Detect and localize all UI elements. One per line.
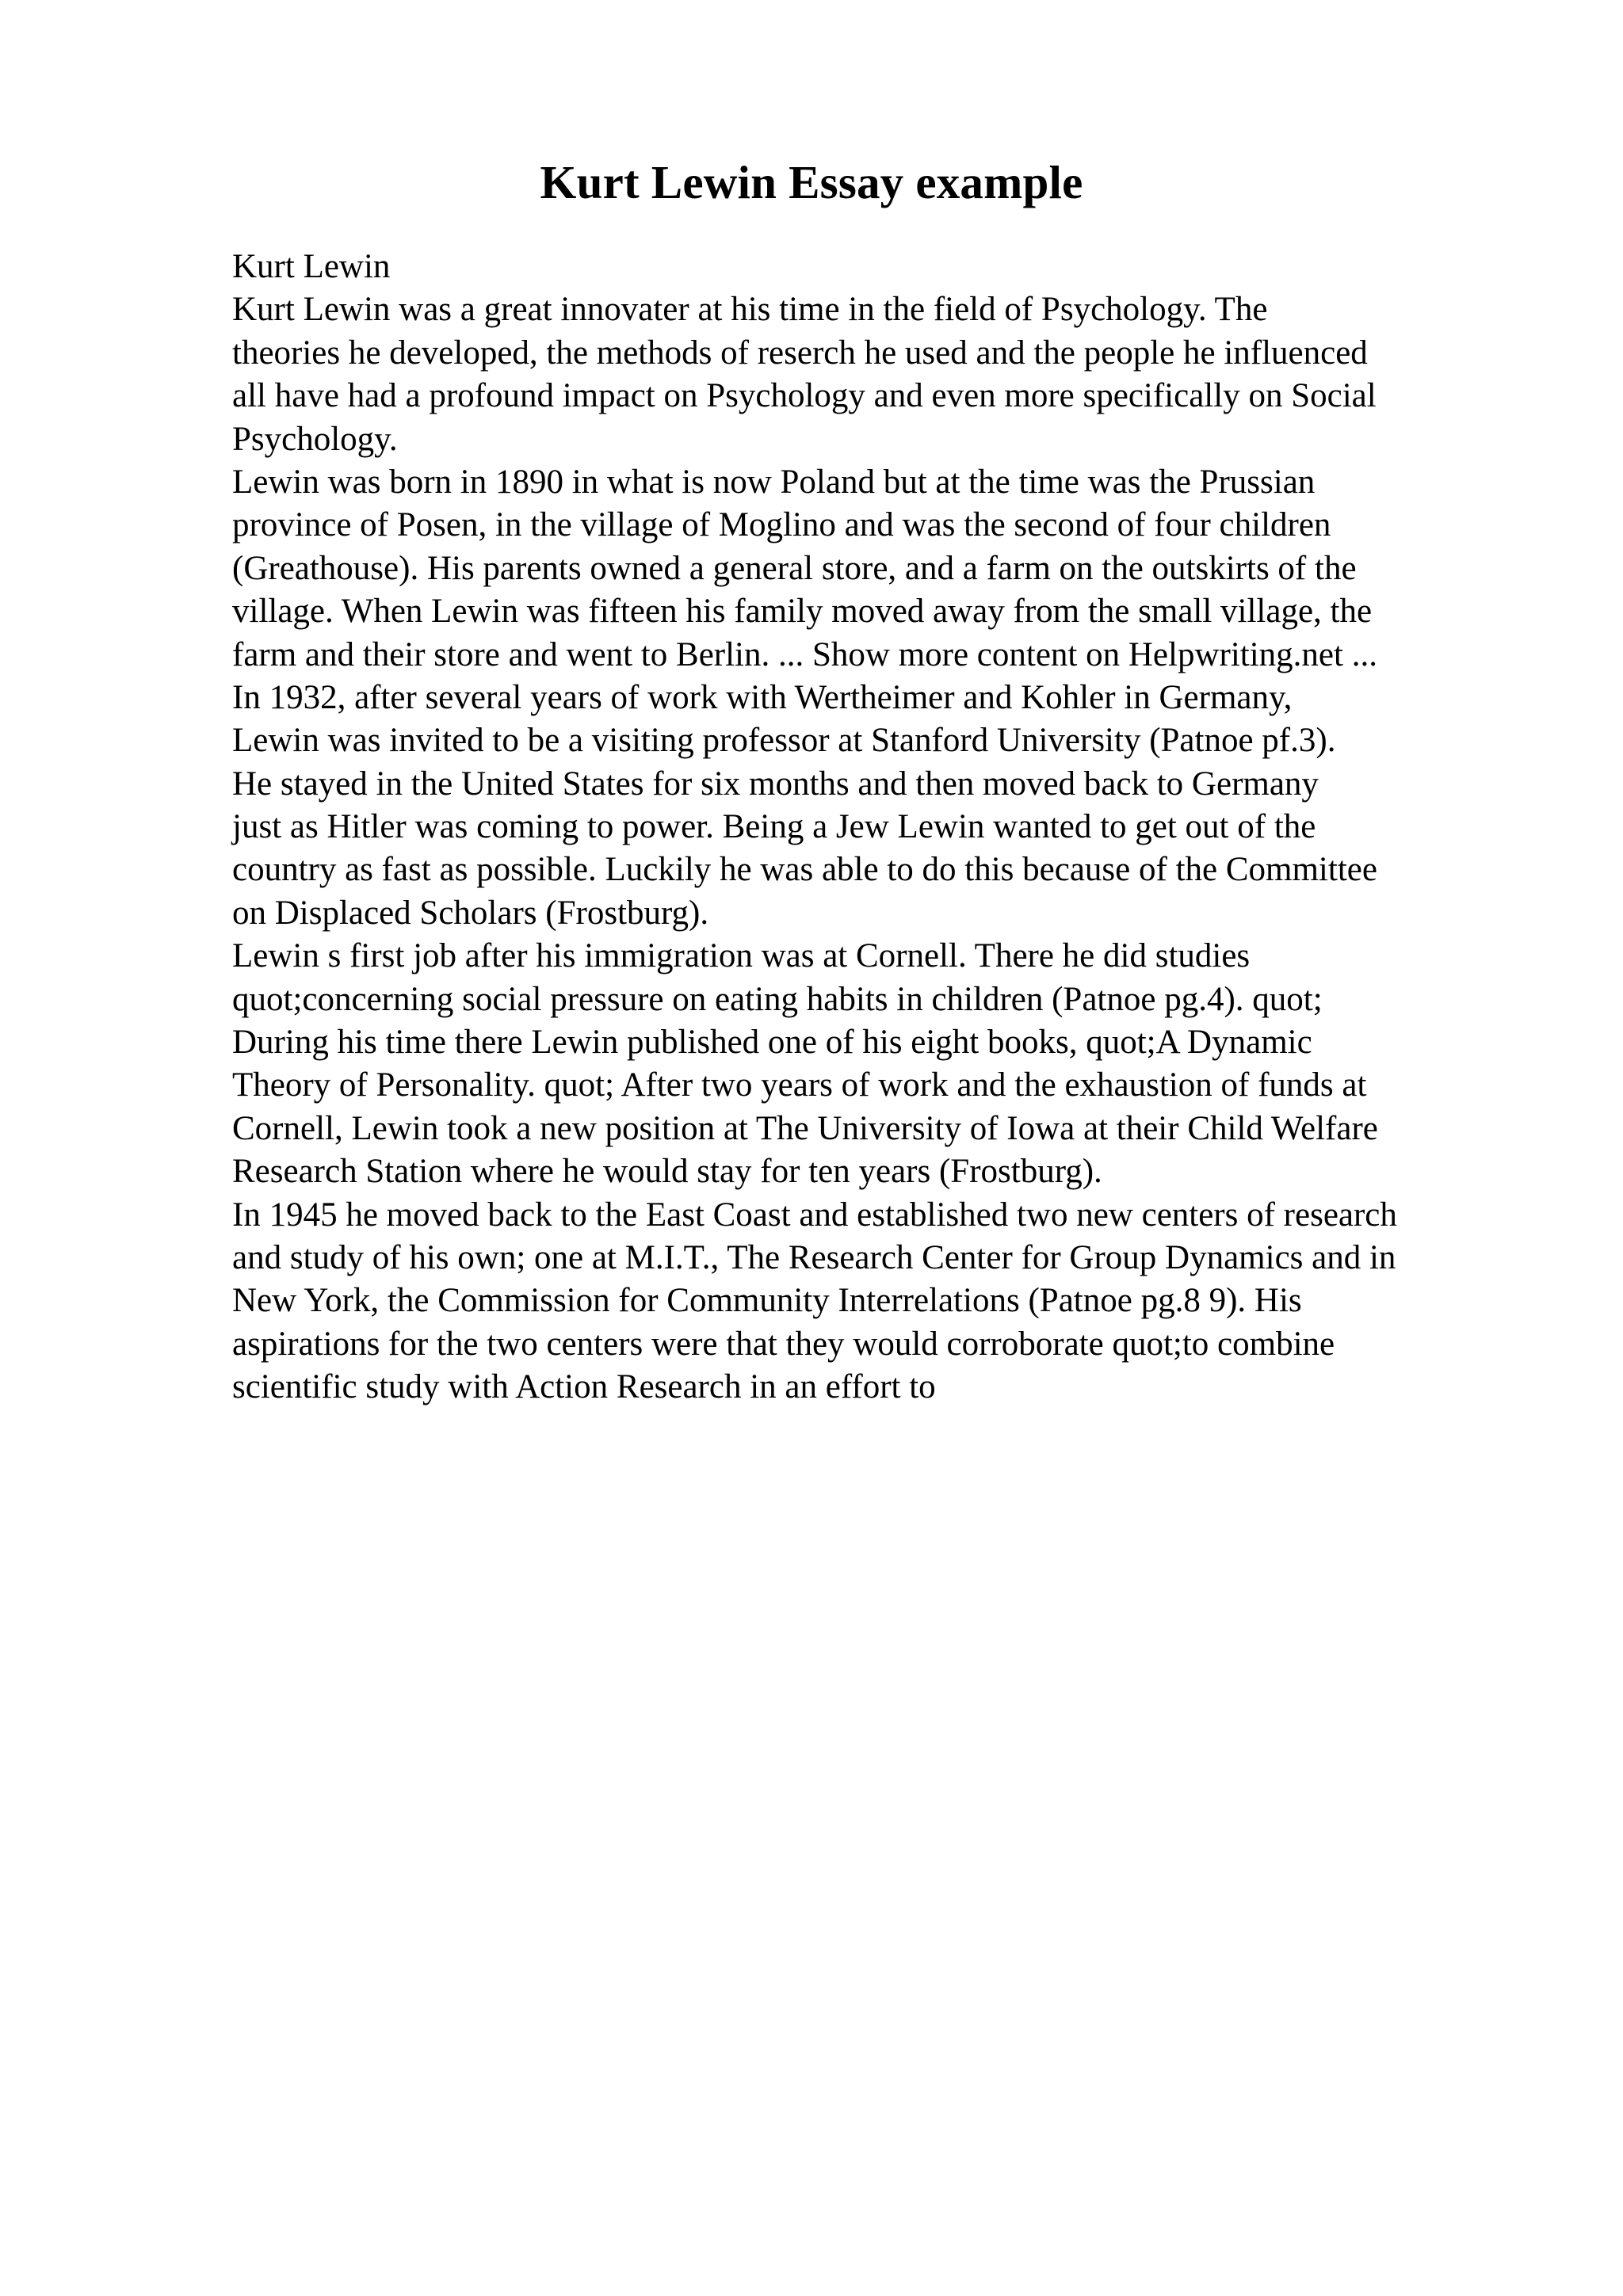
essay-line: Psychology. bbox=[232, 420, 398, 458]
essay-line: theories he developed, the methods of reserch he used and the people he influenced bbox=[232, 334, 1368, 372]
essay-line: farm and their store and went to Berlin. ... Show more content on Helpwriting.net ... bbox=[232, 635, 1377, 673]
essay-line: In 1945 he moved back to the East Coast and established two new centers of research bbox=[232, 1196, 1397, 1234]
essay-line: (Greathouse). His parents owned a general store, and a farm on the outskirts of the bbox=[232, 549, 1357, 587]
essay-line: Research Station where he would stay for ten years (Frostburg). bbox=[232, 1153, 1102, 1191]
essay-line: just as Hitler was coming to power. Being a Jew Lewin wanted to get out of the bbox=[232, 808, 1316, 846]
essay-line: New York, the Commission for Community Interrelations (Patnoe pg.8 9). His bbox=[232, 1282, 1302, 1320]
essay-line: Cornell, Lewin took a new position at The University of Iowa at their Child Welfare bbox=[232, 1109, 1378, 1147]
essay-line: country as fast as possible. Luckily he was able to do this because of the Committee bbox=[232, 851, 1377, 889]
essay-line: on Displaced Scholars (Frostburg). bbox=[232, 894, 709, 932]
essay-line: quot;concerning social pressure on eating habits in children (Patnoe pg.4). quot; bbox=[232, 980, 1323, 1018]
essay-line: province of Posen, in the village of Moglino and was the second of four children bbox=[232, 506, 1331, 544]
page-title: Kurt Lewin Essay example bbox=[540, 156, 1083, 208]
essay-line: In 1932, after several years of work with Wertheimer and Kohler in Germany, bbox=[232, 678, 1293, 716]
essay-line: Kurt Lewin bbox=[232, 248, 391, 285]
essay-line: Lewin was invited to be a visiting professor at Stanford University (Patnoe pf.3). bbox=[232, 722, 1336, 760]
essay-line: Kurt Lewin was a great innovater at his time in the field of Psychology. The bbox=[232, 291, 1268, 329]
essay-line: aspirations for the two centers were that they would corroborate quot;to combine bbox=[232, 1325, 1335, 1363]
essay-line: village. When Lewin was fifteen his family moved away from the small village, the bbox=[232, 593, 1373, 631]
essay-line: all have had a profound impact on Psychology and even more specifically on Social bbox=[232, 377, 1377, 415]
essay-line: During his time there Lewin published one of his eight books, quot;A Dynamic bbox=[232, 1024, 1312, 1062]
essay-line: Lewin s first job after his immigration was at Cornell. There he did studies bbox=[232, 937, 1251, 975]
essay-line: He stayed in the United States for six months and then moved back to Germany bbox=[232, 765, 1319, 803]
essay-line: Theory of Personality. quot; After two years of work and the exhaustion of funds at bbox=[232, 1066, 1367, 1104]
essay-line: scientific study with Action Research in an effort to bbox=[232, 1368, 936, 1406]
essay-line: and study of his own; one at M.I.T., The Research Center for Group Dynamics and in bbox=[232, 1238, 1396, 1276]
essay-line: Lewin was born in 1890 in what is now Poland but at the time was the Prussian bbox=[232, 463, 1316, 501]
essay-body bbox=[232, 246, 1516, 1409]
